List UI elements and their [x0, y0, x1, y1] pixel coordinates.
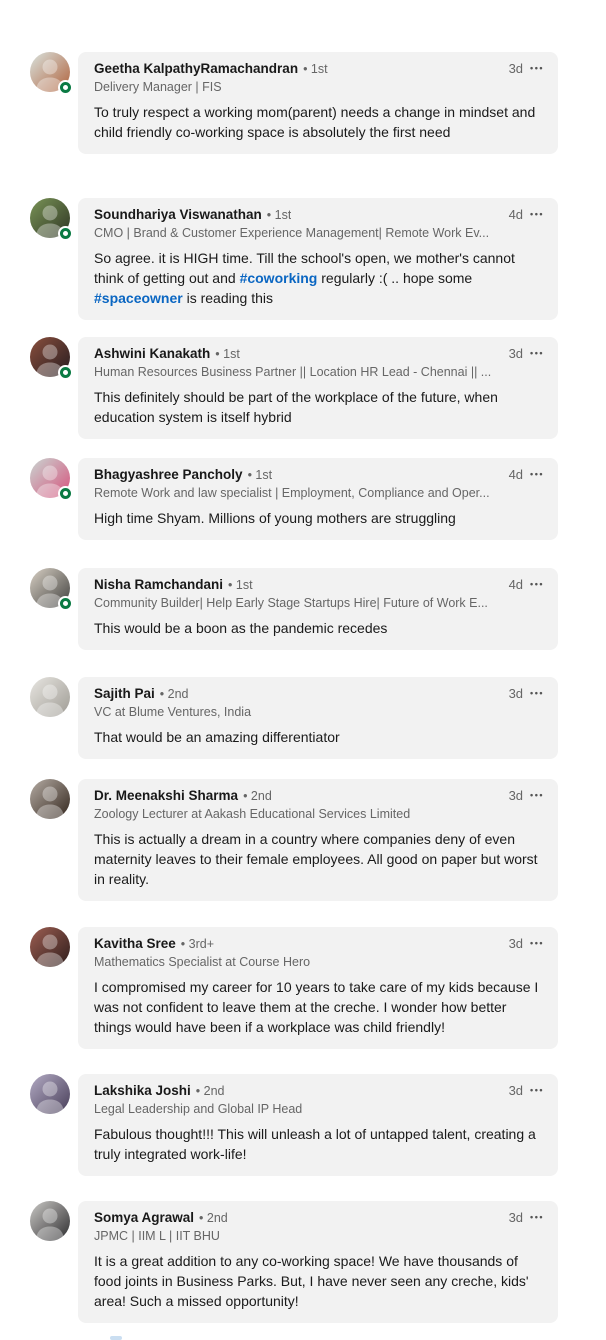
comment-header [94, 206, 544, 224]
commenter-name[interactable]: Dr. Meenakshi Sharma [94, 788, 239, 803]
avatar[interactable] [30, 52, 70, 92]
comment-text-segment: That would be an amazing differentiator [94, 729, 340, 745]
comment-header [94, 1209, 544, 1227]
avatar[interactable] [30, 568, 70, 608]
commenter-name[interactable]: Sajith Pai [94, 686, 155, 701]
comment-bubble [78, 1201, 558, 1323]
commenter-headline: Remote Work and law specialist | Employment, Compliance and Oper... [94, 486, 490, 500]
person-silhouette-icon [30, 1074, 70, 1114]
avatar[interactable] [30, 198, 70, 238]
comment-bubble [78, 337, 558, 439]
connection-degree: • 1st [303, 62, 328, 76]
comment-header [94, 576, 544, 594]
comment-bubble [78, 52, 558, 154]
commenter-name[interactable]: Geetha KalpathyRamachandran [94, 61, 299, 76]
commenter-headline: Delivery Manager | FIS [94, 80, 222, 94]
commenter-headline: Mathematics Specialist at Course Hero [94, 955, 311, 969]
comment-timestamp: 3d [508, 788, 524, 803]
comment-timestamp: 3d [508, 936, 524, 951]
overflow-menu-icon[interactable]: ••• [530, 209, 544, 219]
comment-text-segment: Fabulous thought!!! This will unleash a lot of untapped talent, creating a truly integrated work-life! [94, 1126, 536, 1162]
online-indicator [60, 488, 71, 499]
avatar-image [30, 677, 70, 717]
comment [30, 198, 606, 320]
commenter-name[interactable]: Lakshika Joshi [94, 1083, 191, 1098]
avatar[interactable] [30, 927, 70, 967]
comment-timestamp: 3d [508, 61, 524, 76]
comment-header [94, 60, 544, 78]
commenter-headline: Community Builder| Help Early Stage Startups Hire| Future of Work E... [94, 596, 488, 610]
avatar-image [30, 1201, 70, 1241]
comment-bubble [78, 927, 558, 1049]
comment-timestamp: 4d [508, 207, 524, 222]
commenter-name[interactable]: Bhagyashree Pancholy [94, 467, 243, 482]
online-indicator [60, 367, 71, 378]
comment [30, 568, 606, 650]
comment-timestamp: 3d [508, 1083, 524, 1098]
avatar[interactable] [30, 1074, 70, 1114]
comment-header [94, 935, 544, 953]
commenter-headline: CMO | Brand & Customer Experience Management| Remote Work Ev... [94, 226, 490, 240]
connection-degree: • 2nd [199, 1211, 228, 1225]
comment-text [94, 1251, 544, 1311]
comment-timestamp: 3d [508, 686, 524, 701]
comment-text-segment: This would be a boon as the pandemic recedes [94, 620, 388, 636]
commenter-headline: JPMC | IIM L | IIT BHU [94, 1229, 220, 1243]
commenter-name[interactable]: Kavitha Sree [94, 936, 176, 951]
comment-text [94, 387, 544, 427]
overflow-menu-icon[interactable]: ••• [530, 688, 544, 698]
comment [30, 52, 606, 154]
comment-text [94, 1124, 544, 1164]
comment-text-segment: So agree. it is HIGH time. Till the school's open, we mother's cannot think of getting out and [94, 250, 515, 286]
comment [30, 337, 606, 439]
person-silhouette-icon [30, 1201, 70, 1241]
avatar-image [30, 1074, 70, 1114]
commenter-headline: Legal Leadership and Global IP Head [94, 1102, 303, 1116]
connection-degree: • 1st [228, 578, 253, 592]
connection-degree: • 2nd [243, 789, 272, 803]
commenter-name[interactable]: Soundhariya Viswanathan [94, 207, 262, 222]
online-indicator [60, 228, 71, 239]
comment-text [94, 508, 544, 528]
overflow-menu-icon[interactable]: ••• [530, 348, 544, 358]
comment-timestamp: 3d [508, 346, 524, 361]
comment-header [94, 1082, 544, 1100]
avatar-image [30, 927, 70, 967]
comment-bubble [78, 568, 558, 650]
avatar[interactable] [30, 1201, 70, 1241]
comment [30, 927, 606, 1049]
comment-bubble [78, 677, 558, 759]
person-silhouette-icon [30, 677, 70, 717]
commenter-headline: Zoology Lecturer at Aakash Educational Services Limited [94, 807, 411, 821]
comment-text-segment: High time Shyam. Millions of young mothers are struggling [94, 510, 456, 526]
commenter-headline: VC at Blume Ventures, India [94, 705, 252, 719]
comment-bubble [78, 779, 558, 901]
comment [30, 1074, 606, 1176]
connection-degree: • 1st [266, 208, 292, 222]
partial-reaction-artifact [110, 1336, 122, 1340]
overflow-menu-icon[interactable]: ••• [530, 63, 544, 73]
comment-text-segment: To truly respect a working mom(parent) needs a change in mindset and child friendly co-working space is absolutely the first need [94, 104, 536, 140]
comment-header [94, 345, 544, 363]
online-indicator [60, 82, 71, 93]
hashtag-link[interactable]: #coworking [239, 270, 318, 286]
overflow-menu-icon[interactable]: ••• [530, 469, 544, 479]
commenter-name[interactable]: Ashwini Kanakath [94, 346, 211, 361]
hashtag-link[interactable]: #spaceowner [94, 290, 183, 306]
connection-degree: • 3rd+ [180, 937, 215, 951]
avatar[interactable] [30, 677, 70, 717]
comment-text-segment: This definitely should be part of the workplace of the future, when education system is itself hybrid [94, 389, 498, 425]
overflow-menu-icon[interactable]: ••• [530, 790, 544, 800]
comment-timestamp: 3d [508, 1210, 524, 1225]
comment-text [94, 102, 544, 142]
comment-timestamp: 4d [508, 577, 524, 592]
comment-bubble [78, 458, 558, 540]
connection-degree: • 2nd [195, 1084, 225, 1098]
comment-bubble [78, 1074, 558, 1176]
person-silhouette-icon [30, 779, 70, 819]
comment-text [94, 727, 544, 747]
comment-header [94, 685, 544, 703]
avatar-image [30, 779, 70, 819]
comment [30, 458, 606, 540]
person-silhouette-icon [30, 927, 70, 967]
commenter-name[interactable]: Nisha Ramchandani [94, 577, 224, 592]
comment-text [94, 618, 544, 638]
overflow-menu-icon[interactable]: ••• [530, 938, 544, 948]
connection-degree: • 1st [215, 347, 240, 361]
overflow-menu-icon[interactable]: ••• [530, 579, 544, 589]
connection-degree: • 1st [247, 468, 273, 482]
comment [30, 779, 606, 901]
comment [30, 1201, 606, 1323]
comment-text [94, 977, 544, 1037]
commenter-headline: Human Resources Business Partner || Location HR Lead - Chennai || ... [94, 365, 492, 379]
comment-text-segment: is reading this [182, 290, 273, 306]
comment-timestamp: 4d [508, 467, 524, 482]
comment-text-segment: regularly :( .. hope some [317, 270, 473, 286]
avatar[interactable] [30, 779, 70, 819]
comment-text [94, 829, 544, 889]
comment-header [94, 466, 544, 484]
online-indicator [60, 598, 71, 609]
comment [30, 677, 606, 759]
connection-degree: • 2nd [159, 687, 189, 701]
comment-text [94, 248, 544, 308]
avatar[interactable] [30, 458, 70, 498]
commenter-name[interactable]: Somya Agrawal [94, 1210, 195, 1225]
avatar[interactable] [30, 337, 70, 377]
comment-bubble [78, 198, 558, 320]
comment-text-segment: This is actually a dream in a country where companies deny of even maternity leaves to their female employees. All good on paper but worst in reality. [94, 831, 538, 887]
overflow-menu-icon[interactable]: ••• [530, 1212, 544, 1222]
comment-header [94, 787, 544, 805]
comment-text-segment: It is a great addition to any co-working space! We have thousands of food joints in Business Parks. But, I have never seen any creche, kids' area! Such a missed opportunity! [94, 1253, 529, 1309]
overflow-menu-icon[interactable]: ••• [530, 1085, 544, 1095]
comment-text-segment: I compromised my career for 10 years to take care of my kids because I was not confident to leave them at the creche. I wonder how better things would have been if a workplace was child friendly! [94, 979, 539, 1035]
